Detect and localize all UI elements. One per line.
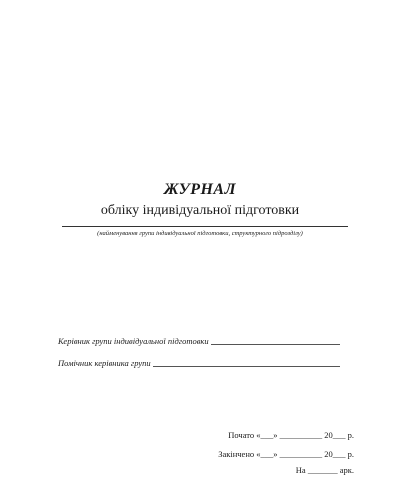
group-leader-blank-line xyxy=(211,343,340,345)
group-name-caption: (найменування групи індивідуальної підготовки, структурного підрозділу) xyxy=(97,230,303,237)
assistant-field xyxy=(58,358,340,369)
group-leader-label: Керівник групи індивідуальної підготовки xyxy=(58,336,209,346)
document-subtitle: обліку індивідуальної підготовки xyxy=(100,203,300,218)
group-name-blank-line xyxy=(62,226,348,227)
assistant-blank-line xyxy=(153,365,340,367)
started-date-line: Почато «___» __________ 20___ р. xyxy=(228,430,354,440)
document-title: ЖУРНАЛ xyxy=(163,181,237,198)
finished-date-line: Закінчено «___» __________ 20___ р. xyxy=(218,449,354,459)
assistant-label: Помічник керівника групи xyxy=(58,358,151,368)
sheet-count-line: На _______ арк. xyxy=(295,465,354,475)
group-leader-field xyxy=(58,336,340,347)
